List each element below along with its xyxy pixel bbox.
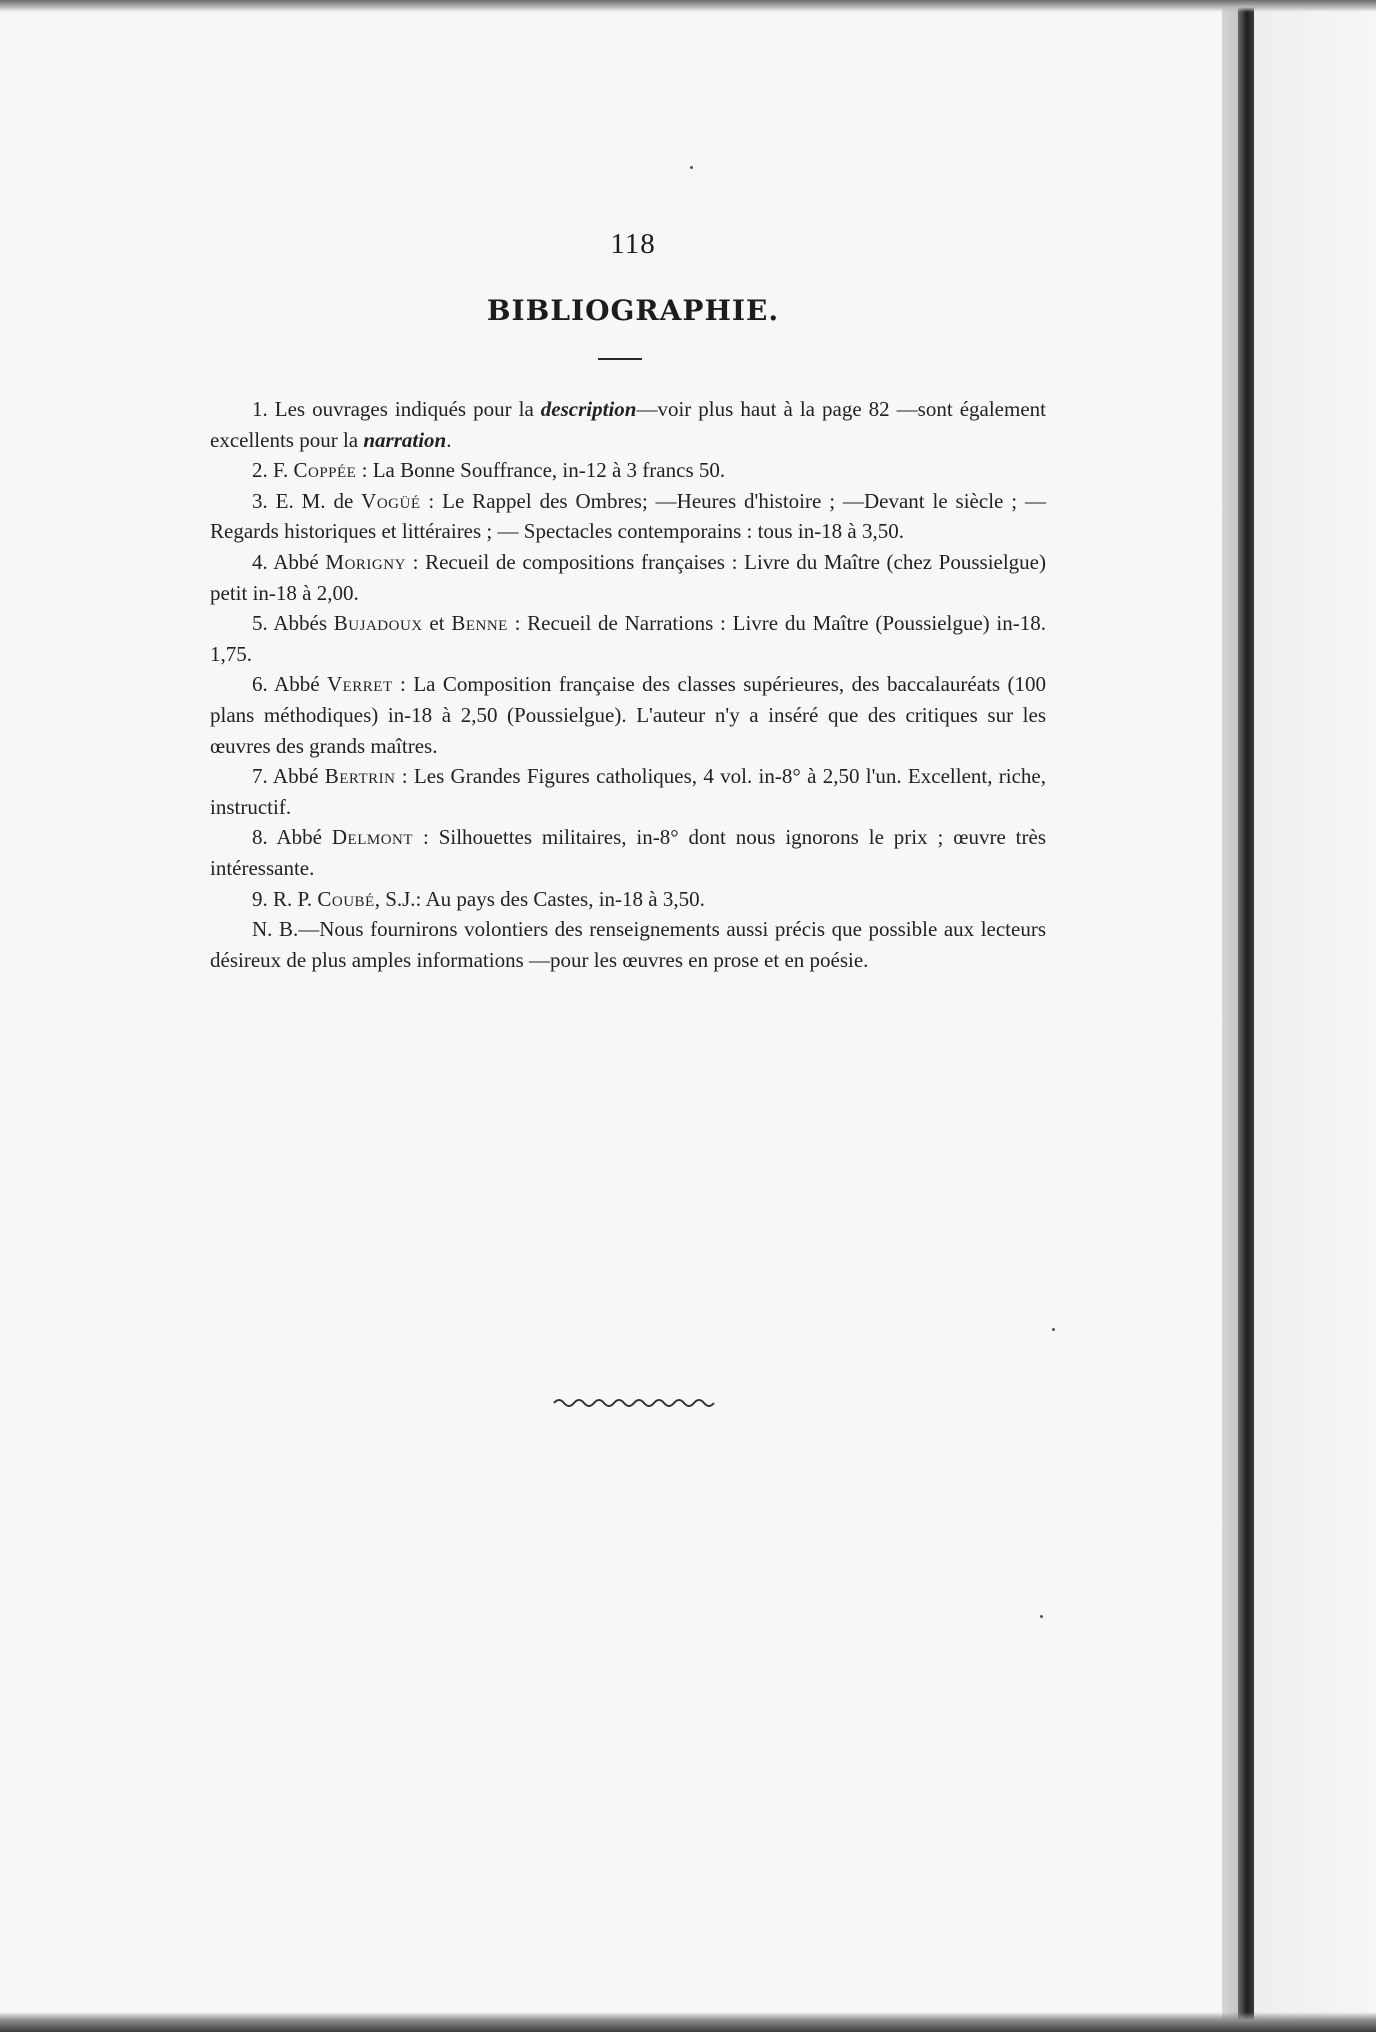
paper-speck: [690, 166, 693, 169]
entry-9-author: Coubé: [317, 886, 375, 911]
bibliography-entry-9: [210, 884, 1046, 915]
page-number: 118: [610, 228, 656, 260]
entry-7-prefix: 7. Abbé: [252, 764, 325, 789]
page-gutter: [1222, 0, 1238, 2032]
entry-2-prefix: 2. F.: [252, 458, 294, 483]
bibliography-entry-5: [210, 608, 1046, 669]
entry-5-text: : Recueil de Narrations : Livre du Maître (Poussielgue) in-18. 1,75.: [210, 611, 1047, 666]
entry-6-prefix: 6. Abbé: [252, 672, 327, 697]
bibliography-entry-8: [210, 822, 1046, 883]
entry-5-author-2: Benne: [451, 611, 508, 636]
entry-3-text: : Le Rappel des Ombres; —Heures d'histoire ; —Devant le siècle ; — Regards historiques et littéraires ; — Spectacles contemporains : tous in-18 à 3,50.: [210, 488, 1046, 544]
bibliography-entry-6: [210, 669, 1046, 761]
entry-1-text-b: —voir plus haut à la page 82 —sont également excellents pour la: [210, 397, 1046, 452]
page-title: BIBLIOGRAPHIE.: [486, 294, 780, 327]
entry-7-text: : Les Grandes Figures catholiques, 4 vol. in-8° à 2,50 l'un. Excellent, riche, instructif.: [210, 764, 1047, 819]
title-rule: [598, 358, 642, 360]
entry-8-prefix: 8. Abbé: [252, 825, 332, 850]
entry-1-italic-narration: narration: [363, 427, 447, 452]
bibliography-entry-3: [210, 486, 1046, 547]
entry-5-prefix: 5. Abbés: [252, 611, 334, 636]
paper-speck: [1052, 1328, 1055, 1331]
book-spine-shadow: [1238, 0, 1254, 2032]
bibliography-entry-4: [210, 547, 1046, 608]
bibliography-entry-7: [210, 761, 1046, 822]
nota-bene-note: N. B.—Nous fournirons volontiers des renseignements aussi précis que possible aux lecteurs désireux de plus amples informations —pour les œuvres en prose et en poésie.: [210, 917, 1046, 972]
facing-page-edge: [1254, 0, 1376, 2032]
entry-4-prefix: 4. Abbé: [252, 549, 326, 574]
wavy-ornament-divider: [552, 1392, 722, 1410]
entry-3-prefix: 3. E. M. de: [252, 488, 362, 513]
entry-4-text: : Recueil de compositions françaises : Livre du Maître (chez Poussielgue) petit in-18 à 2,00.: [210, 549, 1046, 605]
paper-speck: [1040, 1615, 1043, 1618]
scan-bottom-edge: [0, 2012, 1376, 2032]
bibliography-entry-2: [210, 455, 1046, 486]
entry-5-conjunction: et: [422, 611, 452, 636]
scan-top-edge: [0, 0, 1376, 12]
entry-7-author: Bertrin: [324, 764, 396, 789]
entry-9-prefix: 9. R. P.: [252, 886, 318, 911]
bibliography-entry-1: [210, 394, 1046, 455]
entry-5-author-1: Bujadoux: [333, 611, 423, 636]
entry-6-text: : La Composition française des classes supérieures, des baccalauréats (100 plans méthodiques) in-18 à 2,50 (Poussielgue). L'auteur n'y a inséré que des critiques sur les œuvres des grands maîtres.: [210, 672, 1047, 758]
entry-6-author: Verret: [326, 672, 393, 697]
entry-3-author: Vogüé: [361, 488, 421, 513]
entry-4-author: Morigny: [325, 549, 406, 574]
entry-1-italic-description: description: [540, 397, 637, 421]
entry-1-text-c: .: [446, 427, 452, 452]
entry-8-author: Delmont: [331, 825, 414, 850]
entry-2-author: Coppée: [293, 458, 357, 483]
bibliography-list: [210, 394, 1046, 975]
entry-2-text: : La Bonne Souffrance, in-12 à 3 francs 50.: [356, 458, 726, 483]
entry-8-text: : Silhouettes militaires, in-8° dont nous ignorons le prix ; œuvre très intéressante.: [210, 825, 1046, 880]
entry-1-text-a: 1. Les ouvrages indiqués pour la: [252, 397, 541, 421]
entry-9-text: , S.J.: Au pays des Castes, in-18 à 3,50.: [374, 886, 705, 911]
